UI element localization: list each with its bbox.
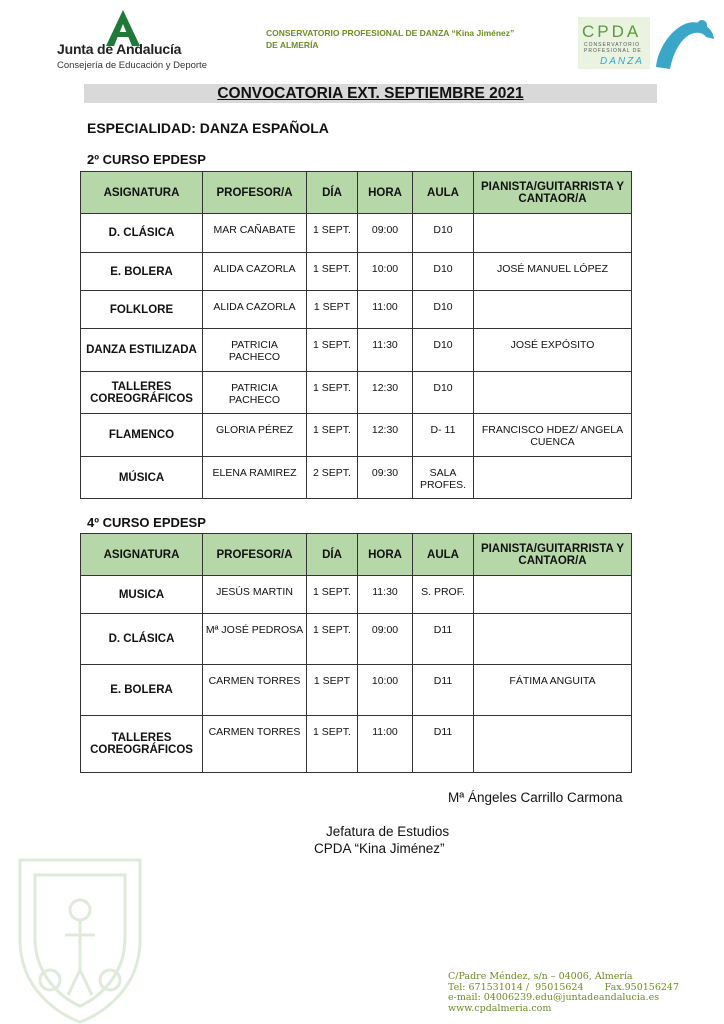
time-cell: 11:30 (358, 576, 413, 614)
column-header: PIANISTA/GUITARRISTA Y CANTAOR/A (474, 534, 632, 576)
room-cell: D10 (413, 329, 474, 372)
org-subtitle: Consejería de Educación y Deporte (57, 60, 207, 71)
subject-cell: MUSICA (81, 576, 203, 614)
subject-cell: TALLERES COREOGRÁFICOS (81, 716, 203, 773)
room-cell: S. PROF. (413, 576, 474, 614)
footer-email[interactable]: e-mail: 04006239.edu@juntadeandalucia.es (448, 992, 660, 1003)
accompanist-cell (474, 214, 632, 253)
room-cell: D- 11 (413, 414, 474, 457)
table-row (81, 665, 632, 716)
room-cell: D11 (413, 665, 474, 716)
teacher-cell: GLORIA PÉREZ (203, 414, 307, 457)
table-row (81, 291, 632, 329)
cpda-logo-danza: DANZA (600, 56, 644, 67)
table-row (81, 329, 632, 372)
signature-role: Jefatura de Estudios (326, 824, 450, 839)
room-cell: D11 (413, 716, 474, 773)
day-cell: 2 SEPT. (307, 457, 358, 499)
accompanist-cell: FÁTIMA ANGUITA (474, 665, 632, 716)
accompanist-cell (474, 576, 632, 614)
teacher-cell: ELENA RAMIREZ (203, 457, 307, 499)
day-cell: 1 SEPT. (307, 716, 358, 773)
time-cell: 10:00 (358, 253, 413, 291)
day-cell: 1 SEPT. (307, 253, 358, 291)
subject-cell: TALLERES COREOGRÁFICOS (81, 372, 203, 414)
room-cell: D11 (413, 614, 474, 665)
time-cell: 10:00 (358, 665, 413, 716)
table-header-row (81, 172, 632, 214)
accompanist-cell: JOSÉ EXPÓSITO (474, 329, 632, 372)
signature-center: CPDA “Kina Jiménez” (314, 841, 445, 856)
column-header: AULA (413, 172, 474, 214)
teacher-cell: Mª JOSÉ PEDROSA (203, 614, 307, 665)
time-cell: 09:00 (358, 214, 413, 253)
room-cell: SALA PROFES. (413, 457, 474, 499)
teacher-cell: ALIDA CAZORLA (203, 291, 307, 329)
accompanist-cell (474, 291, 632, 329)
subject-cell: D. CLÁSICA (81, 614, 203, 665)
column-header: HORA (358, 534, 413, 576)
course-4-heading: 4º CURSO EPDESP (87, 515, 206, 530)
subject-cell: D. CLÁSICA (81, 214, 203, 253)
room-cell: D10 (413, 291, 474, 329)
subject-cell: E. BOLERA (81, 665, 203, 716)
day-cell: 1 SEPT (307, 291, 358, 329)
cpda-logo-subtitle: CONSERVATORIO PROFESIONAL DE (584, 42, 642, 54)
column-header: ASIGNATURA (81, 172, 203, 214)
footer-website[interactable]: www.cpdalmeria.com (448, 1002, 552, 1014)
room-cell: D10 (413, 214, 474, 253)
subject-cell: DANZA ESTILIZADA (81, 329, 203, 372)
column-header: DÍA (307, 534, 358, 576)
accompanist-cell: FRANCISCO HDEZ/ ANGELA CUENCA (474, 414, 632, 457)
time-cell: 11:00 (358, 716, 413, 773)
day-cell: 1 SEPT. (307, 372, 358, 414)
table-row (81, 253, 632, 291)
time-cell: 09:30 (358, 457, 413, 499)
column-header: PROFESOR/A (203, 534, 307, 576)
teacher-cell: PATRICIA PACHECO (203, 372, 307, 414)
accompanist-cell: JOSÉ MANUEL LÓPEZ (474, 253, 632, 291)
teacher-cell: MAR CAÑABATE (203, 214, 307, 253)
accompanist-cell (474, 614, 632, 665)
footer-phones: Tel: 671531014 / 95015624 Fax.950156247 (448, 981, 680, 993)
teacher-cell: ALIDA CAZORLA (203, 253, 307, 291)
time-cell: 09:00 (358, 614, 413, 665)
table-row (81, 372, 632, 414)
column-header: AULA (413, 534, 474, 576)
footer-contact (448, 972, 679, 1014)
table-row (81, 576, 632, 614)
time-cell: 12:30 (358, 372, 413, 414)
column-header: PROFESOR/A (203, 172, 307, 214)
room-cell: D10 (413, 253, 474, 291)
table-header-row (81, 534, 632, 576)
conservatory-line-1: CONSERVATORIO PROFESIONAL DE DANZA “Kina Jiménez” (266, 28, 515, 38)
table-row (81, 716, 632, 773)
column-header: HORA (358, 172, 413, 214)
time-cell: 11:00 (358, 291, 413, 329)
day-cell: 1 SEPT. (307, 214, 358, 253)
teacher-cell: CARMEN TORRES (203, 716, 307, 773)
conservatory-line-2: DE ALMERÍA (266, 40, 319, 50)
column-header: PIANISTA/GUITARRISTA Y CANTAOR/A (474, 172, 632, 214)
table-row (81, 457, 632, 499)
room-cell: D10 (413, 372, 474, 414)
teacher-cell: JESÚS MARTIN (203, 576, 307, 614)
accompanist-cell (474, 457, 632, 499)
teacher-cell: PATRICIA PACHECO (203, 329, 307, 372)
time-cell: 11:30 (358, 329, 413, 372)
accompanist-cell (474, 716, 632, 773)
day-cell: 1 SEPT (307, 665, 358, 716)
specialty-heading: ESPECIALIDAD: DANZA ESPAÑOLA (87, 120, 329, 136)
footer-address: C/Padre Méndez, s/n – 04006, Almería (448, 971, 633, 982)
table-row (81, 214, 632, 253)
day-cell: 1 SEPT. (307, 329, 358, 372)
course-2-table (80, 171, 632, 499)
subject-cell: FOLKLORE (81, 291, 203, 329)
day-cell: 1 SEPT. (307, 414, 358, 457)
column-header: ASIGNATURA (81, 534, 203, 576)
accompanist-cell (474, 372, 632, 414)
page-title: CONVOCATORIA EXT. SEPTIEMBRE 2021 (217, 85, 524, 102)
andalucia-seal-watermark-icon (0, 850, 160, 1024)
day-cell: 1 SEPT. (307, 614, 358, 665)
teacher-cell: CARMEN TORRES (203, 665, 307, 716)
org-name: Junta de Andalucía (57, 41, 182, 57)
table-row (81, 614, 632, 665)
time-cell: 12:30 (358, 414, 413, 457)
table-row (81, 414, 632, 457)
cpda-logo-text: CPDA (582, 22, 642, 41)
column-header: DÍA (307, 172, 358, 214)
course-4-table (80, 533, 632, 773)
subject-cell: MÚSICA (81, 457, 203, 499)
signature-name: Mª Ángeles Carrillo Carmona (448, 790, 623, 805)
course-2-heading: 2º CURSO EPDESP (87, 152, 206, 167)
subject-cell: E. BOLERA (81, 253, 203, 291)
day-cell: 1 SEPT. (307, 576, 358, 614)
conservatory-heading (266, 27, 514, 51)
subject-cell: FLAMENCO (81, 414, 203, 457)
